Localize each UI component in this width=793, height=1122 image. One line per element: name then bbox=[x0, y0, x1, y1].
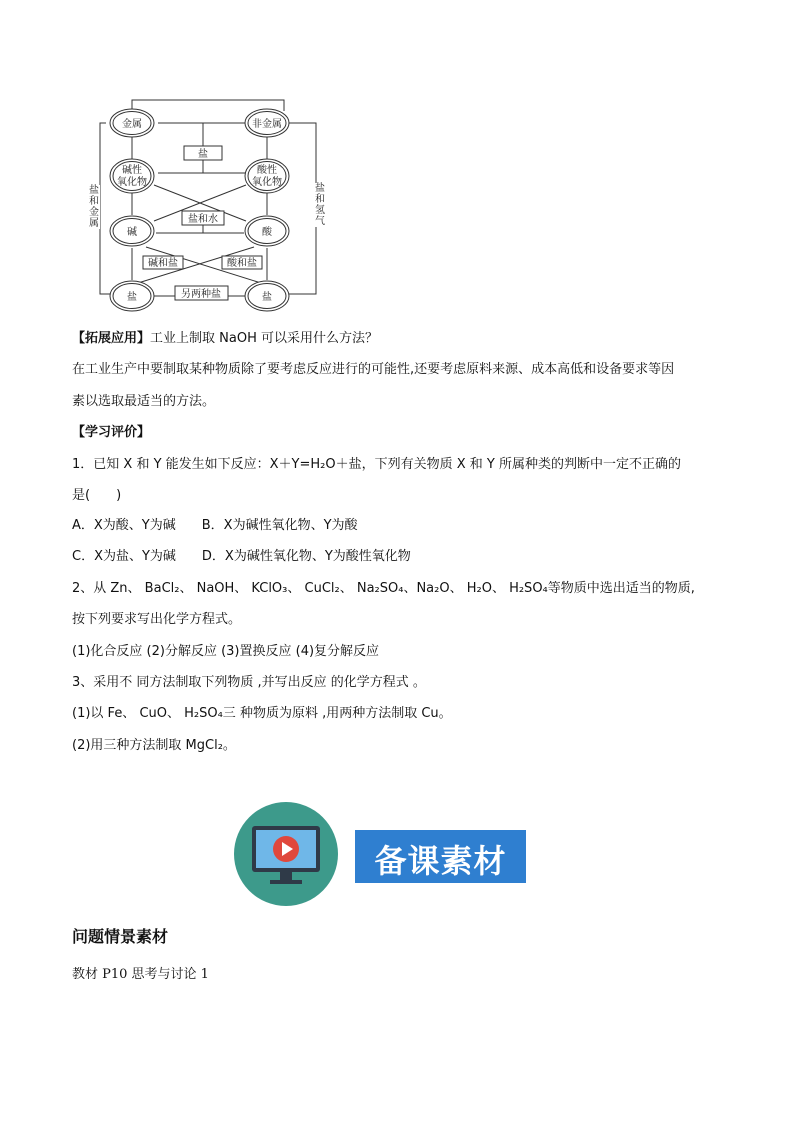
node-basic-oxide-2: 氧化物 bbox=[117, 177, 147, 188]
banner-label: 备课素材 bbox=[374, 842, 507, 880]
side-label-right: 盐和氢气 bbox=[315, 183, 325, 227]
node-salt-right: 盐 bbox=[262, 292, 272, 303]
node-acid: 酸 bbox=[262, 227, 272, 238]
box-salt: 盐 bbox=[198, 149, 208, 160]
question-3-part-2: (2)用三种方法制取 MgCl₂。 bbox=[72, 738, 236, 753]
side-label-left: 盐和金属 bbox=[89, 185, 99, 229]
box-acid-salt: 酸和盐 bbox=[227, 258, 257, 269]
section-title: 问题情景素材 bbox=[72, 927, 169, 946]
box-two-salts: 另两种盐 bbox=[181, 289, 221, 300]
evaluation-heading: 【学习评价】 bbox=[72, 425, 151, 440]
node-base: 碱 bbox=[127, 227, 137, 238]
extension-text: 工业上制取 NaOH 可以采用什么方法？ bbox=[150, 331, 378, 346]
section-text: 教材 P10 思考与讨论 1 bbox=[72, 967, 209, 982]
node-metal: 金属 bbox=[122, 119, 142, 130]
node-nonmetal: 非金属 bbox=[252, 119, 282, 130]
box-base-salt: 碱和盐 bbox=[148, 258, 178, 269]
extension-label: 【拓展应用】 bbox=[72, 331, 151, 346]
right-side-line bbox=[284, 123, 316, 294]
paragraph-line: 在工业生产中要制取某种物质除了要考虑反应进行的可能性,还要考虑原料来源、成本高低和设备要求等因 bbox=[72, 362, 675, 377]
extension-question bbox=[72, 330, 378, 348]
option-cd: C．X为盐、Y为碱 D．X为碱性氧化物、Y为酸性氧化物 bbox=[72, 549, 411, 564]
video-monitor-icon bbox=[234, 802, 344, 906]
paragraph-line: 素以选取最适当的方法。 bbox=[72, 394, 216, 409]
node-basic-oxide-1: 碱性 bbox=[122, 165, 142, 176]
question-3: 3、采用不 同方法制取下列物质 ,并写出反应 的化学方程式 。 bbox=[72, 675, 426, 690]
node-salt-left: 盐 bbox=[127, 292, 137, 303]
question-2: 2、从 Zn、 BaCl₂、 NaOH、 KClO₃、 CuCl₂、 Na₂SO₄、Na₂O、 H₂O、 H₂SO₄等物质中选出适当的物质, bbox=[72, 581, 695, 596]
node-acidic-oxide-1: 酸性 bbox=[257, 165, 277, 176]
box-salt-water: 盐和水 bbox=[188, 214, 218, 225]
banner-label-box bbox=[355, 830, 526, 883]
lesson-material-banner bbox=[234, 802, 526, 906]
question-2-parts: (1)化合反应 (2)分解反应 (3)置换反应 (4)复分解反应 bbox=[72, 644, 380, 659]
question-2-cont: 按下列要求写出化学方程式。 bbox=[72, 612, 242, 627]
left-side-line bbox=[100, 123, 118, 294]
diagram-svg bbox=[86, 97, 332, 315]
option-ab: A．X为酸、Y为碱 B．X为碱性氧化物、Y为酸 bbox=[72, 518, 358, 533]
question-1-cont: 是( ) bbox=[72, 488, 122, 503]
question-1: 1．已知 X 和 Y 能发生如下反应：X＋Y=H₂O＋盐，下列有关物质 X 和 Y 所属种类的判断中一定不正确的 bbox=[72, 457, 681, 472]
question-3-part-1: (1)以 Fe、 CuO、 H₂SO₄三 种物质为原料 ,用两种方法制取 Cu。 bbox=[72, 706, 452, 721]
node-acidic-oxide-2: 氧化物 bbox=[252, 177, 282, 188]
chemistry-relation-diagram bbox=[86, 97, 332, 315]
